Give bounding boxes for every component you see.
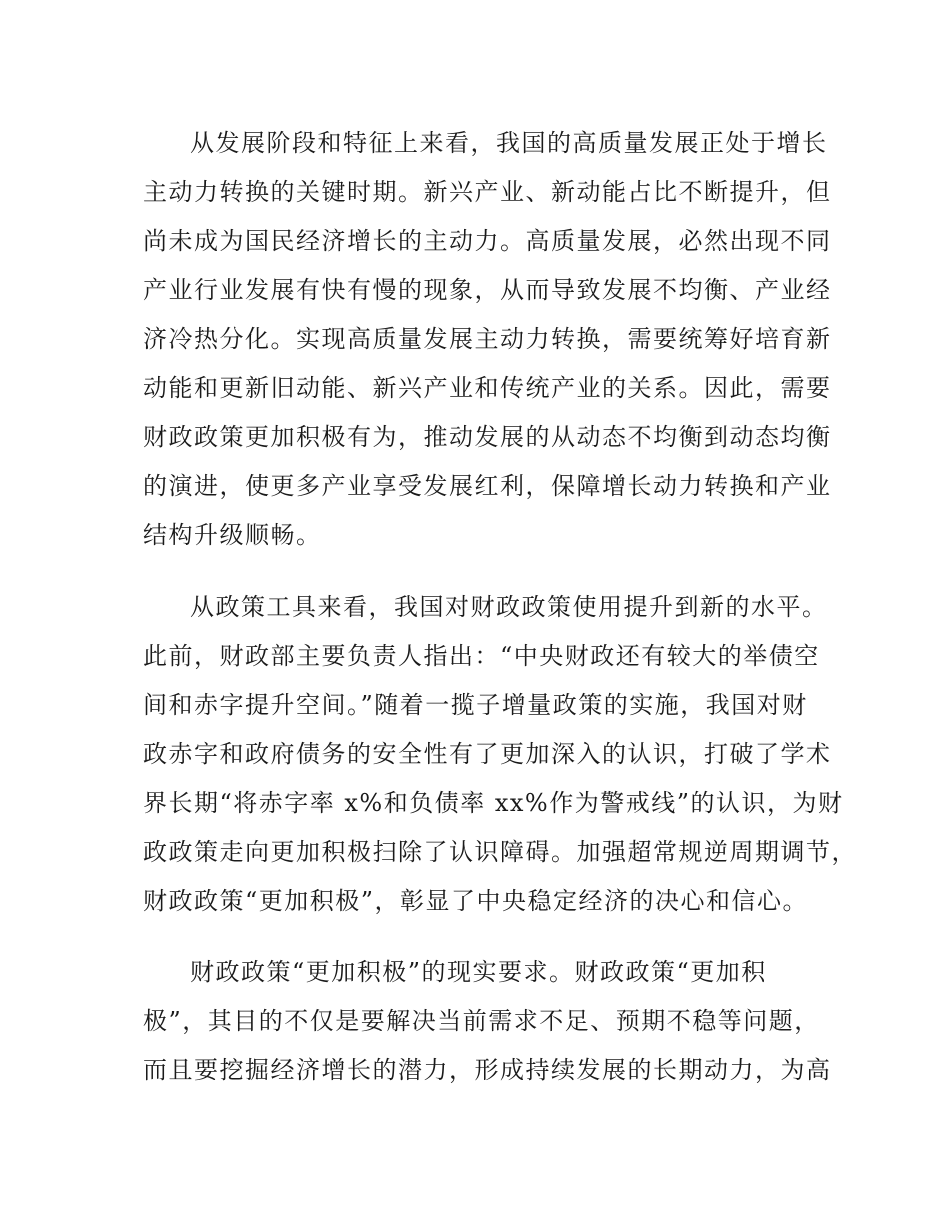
paragraph-2-line-4: 政赤字和政府债务的安全性有了更加深入的认识，打破了学术 (143, 740, 832, 768)
paragraph-1-line-7: 财政政策更加积极有为，推动发展的从动态不均衡到动态均衡 (143, 423, 832, 451)
paragraph-1-line-2: 主动力转换的关键时期。新兴产业、新动能占比不断提升，但 (143, 178, 832, 206)
paragraph-1-line-3: 尚未成为国民经济增长的主动力。高质量发展，必然出现不同 (143, 227, 832, 255)
paragraph-2-line-5: 界长期“将赤字率 x%和负债率 xx%作为警戒线”的认识，为财 (143, 789, 844, 817)
paragraph-1-line-5: 济冷热分化。实现高质量发展主动力转换，需要统筹好培育新 (143, 325, 832, 353)
paragraph-3-line-2: 极”，其目的不仅是要解决当前需求不足、预期不稳等问题， (143, 1007, 820, 1035)
paragraph-2-line-1: 从政策工具来看，我国对财政政策使用提升到新的水平。 (190, 593, 828, 621)
paragraph-1-line-9: 结构升级顺畅。 (143, 521, 322, 549)
paragraph-2-line-6: 政政策走向更加积极扫除了认识障碍。加强超常规逆周期调节， (143, 838, 857, 866)
paragraph-1-line-6: 动能和更新旧动能、新兴产业和传统产业的关系。因此，需要 (143, 374, 832, 402)
paragraph-1-line-1: 从发展阶段和特征上来看，我国的高质量发展正处于增长 (190, 129, 828, 157)
paragraph-3-line-1: 财政政策“更加积极”的现实要求。财政政策“更加积 (190, 958, 767, 986)
paragraph-2-line-3: 间和赤字提升空间。”随着一揽子增量政策的实施，我国对财 (143, 691, 808, 719)
paragraph-2-line-2: 此前，财政部主要负责人指出：“中央财政还有较大的举债空 (143, 642, 820, 670)
paragraph-1-line-8: 的演进，使更多产业享受发展红利，保障增长动力转换和产业 (143, 472, 832, 500)
paragraph-1-line-4: 产业行业发展有快有慢的现象，从而导致发展不均衡、产业经 (143, 276, 832, 304)
paragraph-3-line-3: 而且要挖掘经济增长的潜力，形成持续发展的长期动力，为高 (143, 1056, 832, 1084)
paragraph-2-line-7: 财政政策“更加积极”，彰显了中央稳定经济的决心和信心。 (143, 887, 809, 915)
